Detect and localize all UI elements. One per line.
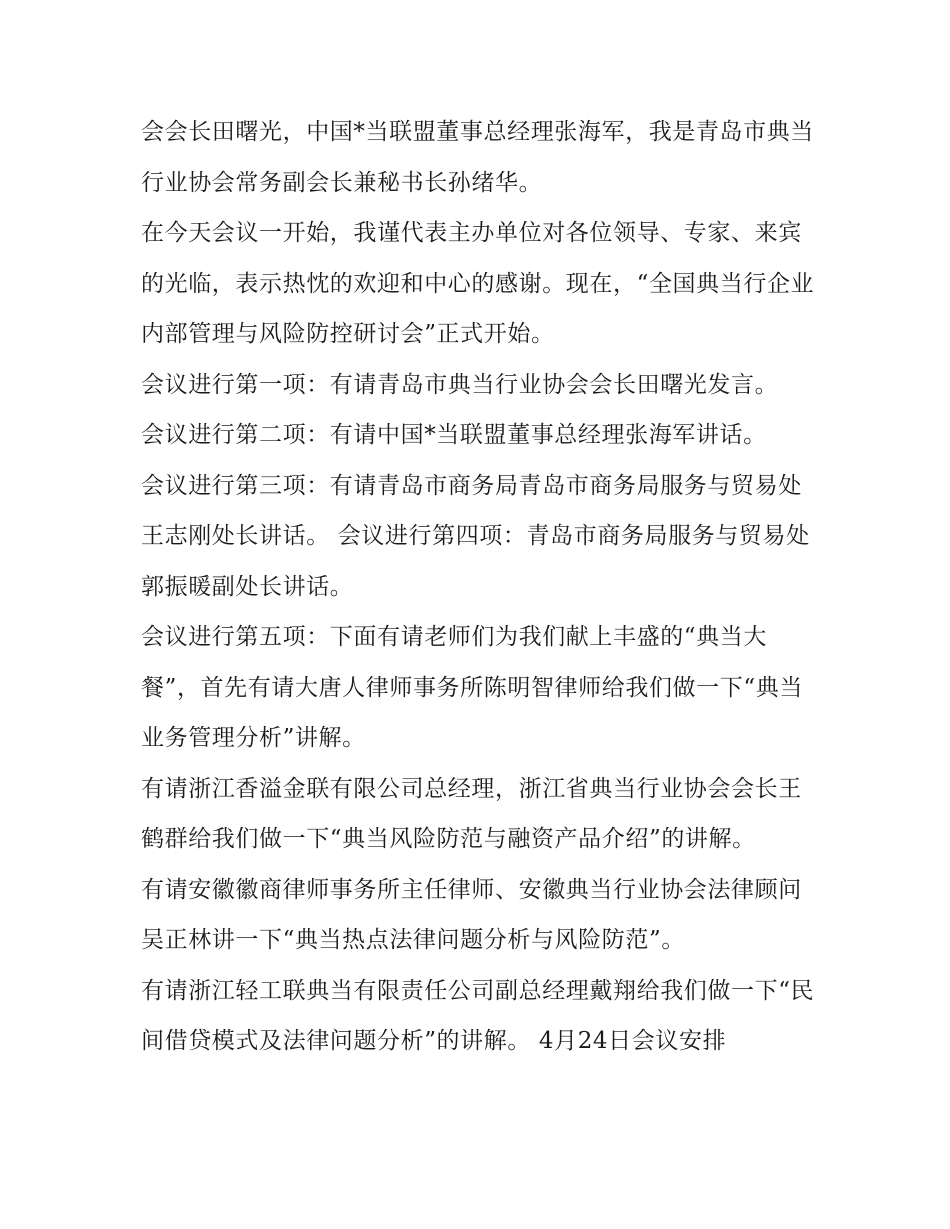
paragraph-item-2: 会议进行第二项：有请中国*当联盟董事总经理张海军讲话。 xyxy=(141,422,767,448)
paragraph-opening: 会会长田曙光，中国*当联盟董事总经理张海军，我是青岛市典当行业协会常务副会长兼秘书长孙绪华。 xyxy=(141,119,814,196)
paragraph-item-3-4: 会议进行第三项：有请青岛市商务局青岛市商务局服务与贸易处王志刚处长讲话。 会议进行第四项：青岛市商务局服务与贸易处郭振暖副处长讲话。 xyxy=(141,472,810,600)
paragraph-item-5: 会议进行第五项：下面有请老师们为我们献上丰盛的“典当大餐”，首先有请大唐人律师事务所陈明智律师给我们做一下“典当业务管理分析”讲解。 xyxy=(141,624,803,751)
document-body xyxy=(141,107,821,1067)
paragraph-speaker-wu: 有请安徽徽商律师事务所主任律师、安徽典当行业协会法律顾问吴正林讲一下“典当热点法律问题分析与风险防范”。 xyxy=(141,876,802,953)
paragraph-item-1: 会议进行第一项：有请青岛市典当行业协会会长田曙光发言。 xyxy=(141,371,779,398)
paragraph-welcome: 在今天会议一开始，我谨代表主办单位对各位领导、专家、来宾的光临，表示热忱的欢迎和中心的感谢。现在，“全国典当行企业内部管理与风险防控研讨会”正式开始。 xyxy=(141,220,815,347)
paragraph-speaker-wang: 有请浙江香溢金联有限公司总经理，浙江省典当行业协会会长王鹤群给我们做一下“典当风险防范与融资产品介绍”的讲解。 xyxy=(141,775,802,852)
paragraph-speaker-dai: 有请浙江轻工联典当有限责任公司副总经理戴翔给我们做一下“民间借贷模式及法律问题分析”的讲解。 4月24日会议安排 xyxy=(141,977,815,1054)
